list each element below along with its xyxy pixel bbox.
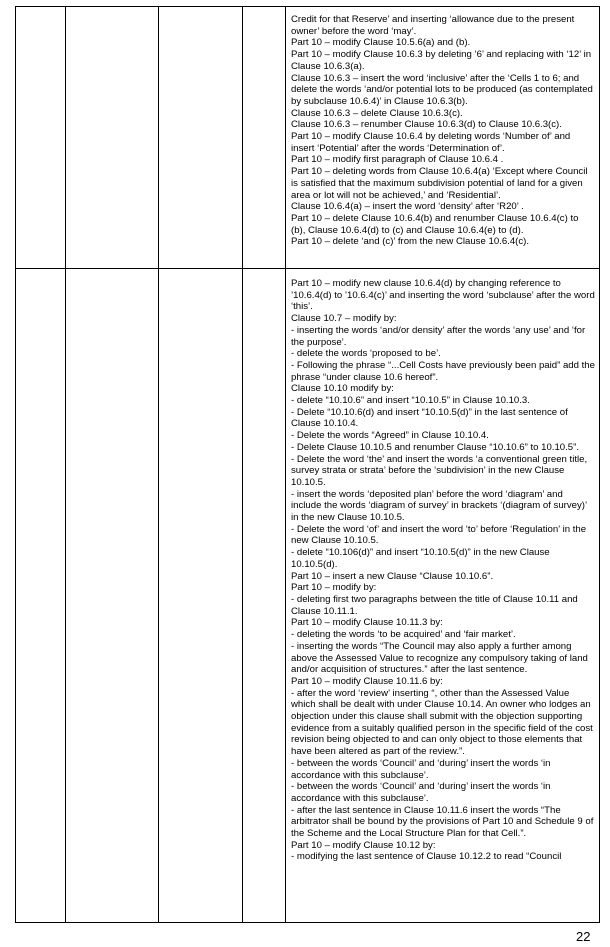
text-line: - Delete the word ‘of’ and insert the word ‘to’ before ‘Regulation’ in the new Clause 10.10.5. xyxy=(291,523,587,547)
text-line: Credit for that Reserve’ and inserting ‘allowance due to the present owner’ before the word ‘may’. xyxy=(291,14,575,37)
table-cell-empty xyxy=(66,7,159,269)
text-line: - deleting the words ‘to be acquired’ and ‘fair market’. xyxy=(291,629,516,641)
text-line: Part 10 – modify Clause 10.11.6 by: xyxy=(291,675,443,687)
amendments-table xyxy=(15,6,600,923)
text-line: - delete the words ‘proposed to be’. xyxy=(291,348,441,360)
text-line: - after the last sentence in Clause 10.11.6 insert the words “The arbitrator shall be bound by the provisions of Part 10 and Schedule 9 of the Scheme and the Local Structure Plan for that Cell.”. xyxy=(291,804,594,840)
text-line: - between the words ‘Council’ and ‘during’ insert the words ‘in accordance with this subclause’. xyxy=(291,757,551,781)
text-line: - deleting first two paragraphs between the title of Clause 10.11 and Clause 10.11.1. xyxy=(291,593,578,617)
text-line: - modifying the last sentence of Clause 10.12.2 to read “Council xyxy=(291,851,562,863)
text-line: - inserting the words ‘and/or density’ after the words ‘any use’ and ‘for the purpose’. xyxy=(291,324,586,348)
text-line: Clause 10.6.3 – insert the word ‘inclusive’ after the ‘Cells 1 to 6; and delete the words ‘and/or potential lots to be produced (as contemplated by subclause 10.6.4)’ in Clause 10.6.3(b). xyxy=(291,72,593,107)
text-line: Part 10 – modify Clause 10.11.3 by: xyxy=(291,617,443,629)
text-line: Part 10 – modify new clause 10.6.4(d) by changing reference to ’10.6.4(d) to ’10.6.4(c)’ and inserting the word ‘subclause’ after the word ‘this’. xyxy=(291,278,595,313)
modification-text-cell xyxy=(286,269,600,923)
modification-text-cell xyxy=(286,7,600,269)
text-line: - Delete the words “Agreed” in Clause 10.10.4. xyxy=(291,430,489,442)
text-line: Part 10 – modify Clause 10.6.3 by deleting ‘6’ and replacing with ‘12’ in Clause 10.6.3(a). xyxy=(291,49,592,72)
text-line: Clause 10.6.4(a) – insert the word ‘density’ after ‘R20’ . xyxy=(291,201,524,213)
table-row xyxy=(16,7,600,269)
text-line: Clause 10.10 modify by: xyxy=(291,383,394,395)
text-line: Part 10 – insert a new Clause “Clause 10.10.6”. xyxy=(291,570,494,582)
text-line: - Delete “10.10.6(d) and insert “10.10.5(d)” in the last sentence of Clause 10.10.4. xyxy=(291,406,568,430)
text-line: Part 10 – modify Clause 10.12 by: xyxy=(291,839,436,851)
text-line: Clause 10.7 – modify by: xyxy=(291,313,397,325)
text-line: - inserting the words “The Council may also apply a further among above the Assessed Value to recognize any compulsory taking of land and/or acquisition of structures.” after the last sentence. xyxy=(291,640,588,676)
text-line: Part 10 – modify by: xyxy=(291,582,377,594)
table-cell-empty xyxy=(243,7,286,269)
text-line: - delete “10.10.6” and insert “10.10.5” in Clause 10.10.3. xyxy=(291,395,530,407)
text-line: Part 10 – modify first paragraph of Clause 10.6.4 . xyxy=(291,154,504,166)
table-cell-empty xyxy=(16,7,66,269)
text-line: - Delete the word ‘the’ and insert the words ‘a conventional green title, survey strata or strata’ before the ‘subdivision’ in the new Clause 10.10.5. xyxy=(291,453,588,488)
table-cell-empty xyxy=(159,269,243,923)
page-number: 22 xyxy=(576,929,591,944)
text-line: - Delete Clause 10.10.5 and renumber Clause “10.10.6” to 10.10.5”. xyxy=(291,441,579,453)
table-cell-empty xyxy=(159,7,243,269)
text-line: Clause 10.6.3 – delete Clause 10.6.3(c). xyxy=(291,107,463,119)
text-line: Part 10 – deleting words from Clause 10.6.4(a) ‘Except where Council is satisfied that the maximum subdivision potential of land for a given area or lot will not be achieved,’ and ‘Residential’. xyxy=(291,166,588,201)
text-line: - after the word ‘review’ inserting “, other than the Assessed Value which shall be dealt with under Clause 10.14. An owner who lodges an objection under this clause shall submit with the objection supporting evidence from a suitably qualified person in the specific field of the cost revision being objected to and can only object to those elements that have been altered as part of the review.”. xyxy=(291,687,593,758)
modification-text xyxy=(286,269,599,863)
table-row xyxy=(16,269,600,923)
text-line: Part 10 – delete ‘and (c)’ from the new Clause 10.6.4(c). xyxy=(291,236,530,248)
text-line: - between the words ‘Council’ and ‘during’ insert the words ‘in accordance with this subclause’. xyxy=(291,781,551,804)
text-line: - delete “10.106(d)” and insert “10.10.5(d)” in the new Clause 10.10.5(d). xyxy=(291,547,550,570)
text-line: Clause 10.6.3 – renumber Clause 10.6.3(d) to Clause 10.6.3(c). xyxy=(291,119,562,131)
modification-text xyxy=(286,7,599,248)
text-line: Part 10 – modify Clause 10.5.6(a) and (b). xyxy=(291,37,471,49)
text-line: - Following the phrase “...Cell Costs have previously been paid” add the phrase “under clause 10.6 hereof”. xyxy=(291,359,595,383)
text-line: Part 10 – modify Clause 10.6.4 by deleting words ‘Number of’ and insert ‘Potential’ after the words ‘Determination of’. xyxy=(291,131,571,154)
text-line: - insert the words ‘deposited plan’ before the word ‘diagram’ and include the words ‘diagram of survey’ in brackets ‘(diagram of survey)’ in the new Clause 10.10.5. xyxy=(291,488,587,524)
table-cell-empty xyxy=(66,269,159,923)
table-cell-empty xyxy=(243,269,286,923)
table-cell-empty xyxy=(16,269,66,923)
text-line: Part 10 – delete Clause 10.6.4(b) and renumber Clause 10.6.4(c) to (b), Clause 10.6.4(d) to (c) and Clause 10.6.4(e) to (d). xyxy=(291,212,579,236)
